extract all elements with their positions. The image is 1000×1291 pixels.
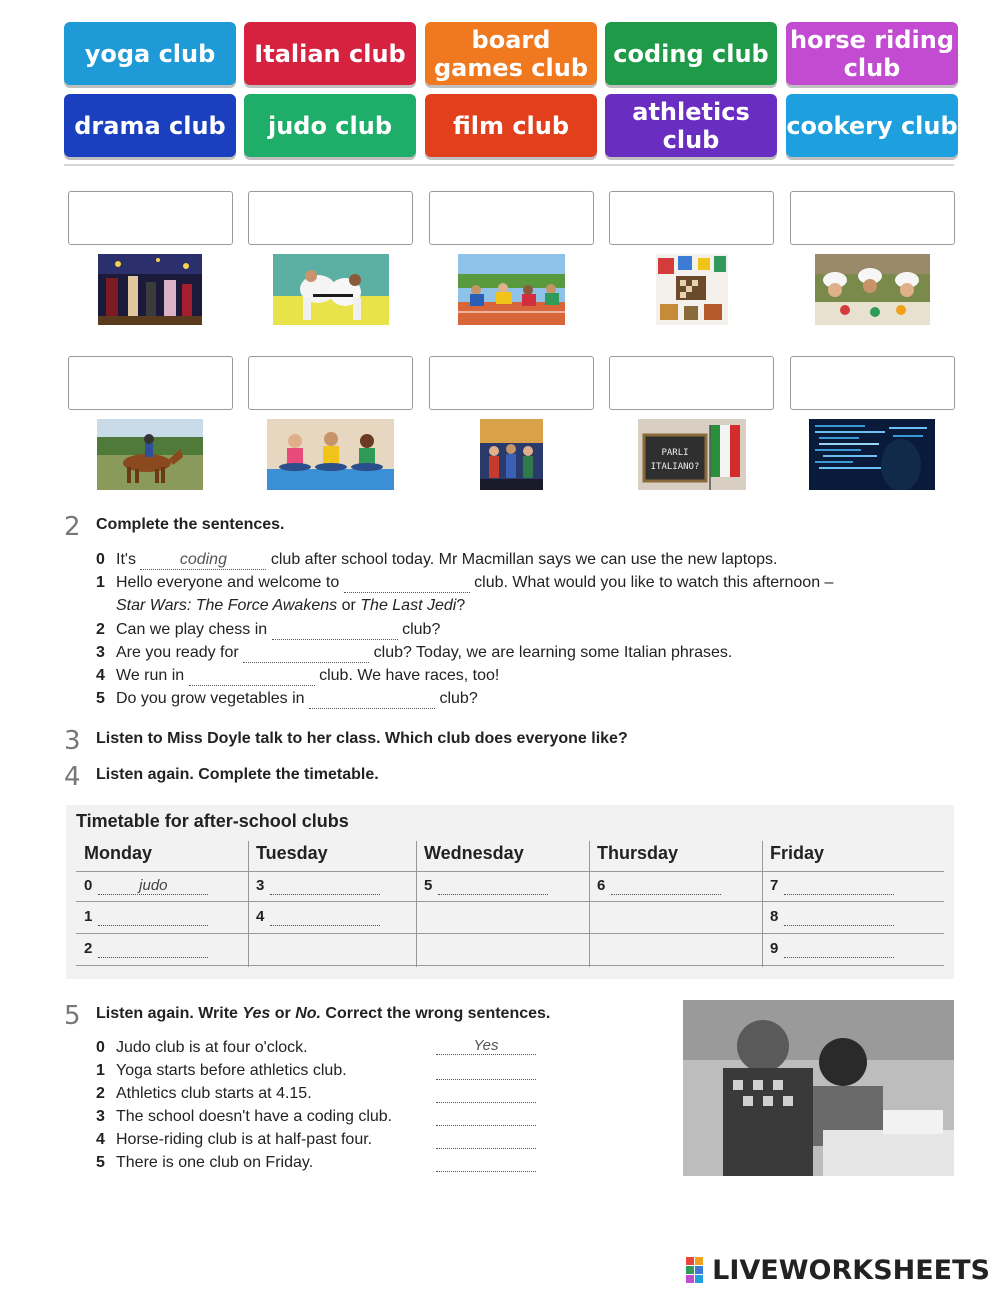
children-studying-photo <box>683 1000 954 1176</box>
ex2-line-2: 2 Can we play chess in club? <box>96 621 441 638</box>
timetable-cell-3[interactable]: 3 <box>256 877 380 895</box>
timetable-cell-6[interactable]: 6 <box>597 877 721 895</box>
svg-text:PARLI: PARLI <box>661 448 689 458</box>
row-divider <box>76 933 944 934</box>
timetable-cell-7[interactable]: 7 <box>770 877 894 895</box>
timetable-cell-9[interactable]: 9 <box>770 940 894 958</box>
col-divider <box>248 841 249 967</box>
timetable-cell-0: 0 judo <box>84 877 208 895</box>
timetable-cell-2[interactable]: 2 <box>84 940 208 958</box>
exercise-4-title: Listen again. Complete the timetable. <box>96 766 379 783</box>
tile-horse-riding-club[interactable]: horse riding club <box>786 22 958 85</box>
exercise-2-number: 2 <box>64 512 81 542</box>
ex2-line-1b: Star Wars: The Force Awakens or The Last Jedi? <box>116 597 466 614</box>
exercise-5-number: 5 <box>64 1001 81 1031</box>
drop-box-9[interactable] <box>609 356 774 410</box>
col-divider <box>416 841 417 967</box>
cookery-photo <box>815 254 930 325</box>
ex2-line-0: 0 It's coding club after school today. Mr Macmillan says we can use the new laptops. <box>96 551 778 568</box>
ex5-line-4: 4 Horse-riding club is at half-past four. <box>96 1131 373 1148</box>
ex5-line-5: 5 There is one club on Friday. <box>96 1154 314 1171</box>
timetable-title: Timetable for after-school clubs <box>76 811 349 831</box>
liveworksheets-logo-text: LIVEWORKSHEETS <box>712 1254 990 1286</box>
board-games-photo <box>656 254 728 325</box>
ex2-line-1: 1 Hello everyone and welcome to club. What would you like to watch this afternoon – <box>96 574 834 591</box>
ex5-line-3: 3 The school doesn't have a coding club. <box>96 1108 393 1125</box>
drop-box-10[interactable] <box>790 356 955 410</box>
ex2-input-2[interactable] <box>272 621 398 640</box>
tile-coding-club[interactable]: coding club <box>605 22 777 85</box>
ex2-line-4: 4 We run in club. We have races, too! <box>96 667 500 684</box>
timetable-cell-5[interactable]: 5 <box>424 877 548 895</box>
drop-box-3[interactable] <box>429 191 594 245</box>
horse-riding-photo <box>97 419 203 490</box>
drop-box-5[interactable] <box>790 191 955 245</box>
tile-drama-club[interactable]: drama club <box>64 94 236 157</box>
tile-italian-club[interactable]: Italian club <box>244 22 416 85</box>
timetable-cell-1[interactable]: 1 <box>84 908 208 926</box>
ex2-input-1[interactable] <box>344 574 470 593</box>
tile-yoga-club[interactable]: yoga club <box>64 22 236 85</box>
timetable-cell-8[interactable]: 8 <box>770 908 894 926</box>
coding-screen-photo <box>809 419 935 490</box>
drop-box-8[interactable] <box>429 356 594 410</box>
yoga-photo <box>267 419 394 490</box>
divider <box>64 164 954 166</box>
row-divider <box>76 965 944 966</box>
ex2-line-3: 3 Are you ready for club? Today, we are learning some Italian phrases. <box>96 644 733 661</box>
exercise-3-number: 3 <box>64 726 81 756</box>
exercise-5-title: Listen again. Write Yes or No. Correct the wrong sentences. <box>96 1005 551 1022</box>
ex2-input-4[interactable] <box>189 667 315 686</box>
ex2-input-3[interactable] <box>243 644 369 663</box>
day-friday: Friday <box>770 843 825 863</box>
exercise-4-number: 4 <box>64 762 81 792</box>
ex5-input-4[interactable] <box>436 1131 536 1149</box>
ex2-line-5: 5 Do you grow vegetables in club? <box>96 690 478 707</box>
day-wednesday: Wednesday <box>424 843 524 863</box>
ex5-line-1: 1 Yoga starts before athletics club. <box>96 1062 347 1079</box>
ex2-input-5[interactable] <box>309 690 435 709</box>
ex5-input-1[interactable] <box>436 1062 536 1080</box>
col-divider <box>762 841 763 967</box>
row-divider <box>76 871 944 872</box>
exercise-3-title: Listen to Miss Doyle talk to her class. Which club does everyone like? <box>96 730 628 747</box>
liveworksheets-logo <box>686 1252 990 1288</box>
ex2-answer-0: coding <box>140 551 266 570</box>
drop-box-2[interactable] <box>248 191 413 245</box>
col-divider <box>589 841 590 967</box>
ex5-input-2[interactable] <box>436 1085 536 1103</box>
ex5-input-3[interactable] <box>436 1108 536 1126</box>
tile-cookery-club[interactable]: cookery club <box>786 94 958 157</box>
liveworksheets-logo-icon <box>686 1257 712 1283</box>
drop-box-7[interactable] <box>248 356 413 410</box>
day-tuesday: Tuesday <box>256 843 328 863</box>
tile-board-games-club[interactable]: board games club <box>425 22 597 85</box>
ex5-input-5[interactable] <box>436 1154 536 1172</box>
drama-photo <box>98 254 202 325</box>
ex5-line-0: 0 Judo club is at four o'clock. <box>96 1039 308 1056</box>
timetable-cell-4[interactable]: 4 <box>256 908 380 926</box>
drop-box-6[interactable] <box>68 356 233 410</box>
ex5-line-2: 2 Athletics club starts at 4.15. <box>96 1085 312 1102</box>
day-thursday: Thursday <box>597 843 679 863</box>
judo-photo <box>273 254 389 325</box>
drop-box-4[interactable] <box>609 191 774 245</box>
exercise-2-title: Complete the sentences. <box>96 516 285 533</box>
tile-film-club[interactable]: film club <box>425 94 597 157</box>
day-monday: Monday <box>84 843 153 863</box>
tile-judo-club[interactable]: judo club <box>244 94 416 157</box>
ex5-answer-0: Yes <box>436 1037 536 1055</box>
timetable <box>66 805 954 979</box>
italian-chalkboard-photo <box>638 419 746 490</box>
tile-athletics-club[interactable]: athletics club <box>605 94 777 157</box>
svg-text:ITALIANO?: ITALIANO? <box>650 462 700 472</box>
row-divider <box>76 901 944 902</box>
athletics-photo <box>458 254 565 325</box>
drop-box-1[interactable] <box>68 191 233 245</box>
film-poster-photo <box>480 419 543 490</box>
